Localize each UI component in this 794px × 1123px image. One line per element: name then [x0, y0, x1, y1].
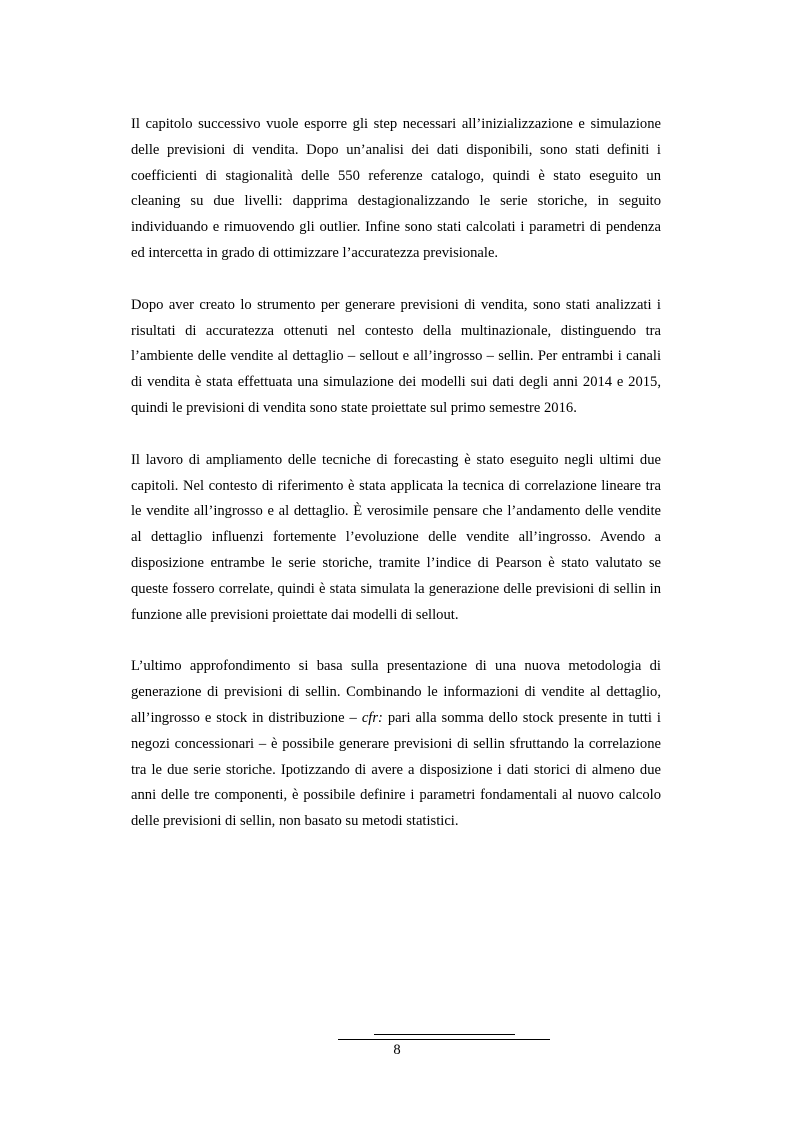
footer-rule-short — [374, 1034, 515, 1035]
paragraph-new-methodology — [131, 654, 661, 835]
paragraph-accuracy-results: Dopo aver creato lo strumento per generare previsioni di vendita, sono stati analizzati i risultati di accuratezza ottenuti nel contesto della multinazionale, distinguendo tra l’ambiente delle vendite al dettaglio – sellout e all’ingrosso – sellin. Per entrambi i canali di vendita è stata effettuata una simulazione dei modelli sui dati degli anni 2014 e 2015, quindi le previsioni di vendita sono state proiettate sul primo semestre 2016. — [131, 296, 661, 416]
paragraph-forecasting-extension: Il lavoro di ampliamento delle tecniche di forecasting è stato eseguito negli ultimi due capitoli. Nel contesto di riferimento è stata applicata la tecnica di correlazione lineare tra le vendite all’ingrosso e al dettaglio. È verosimile pensare che l’andamento delle vendite al dettaglio influenzi fortemente l’evoluzione delle vendite all’ingrosso. Avendo a disposizione entrambe le serie storiche, tramite l’indice di Pearson è stato valutato se queste fossero correlate, quindi è stata simulata la generazione delle previsioni di sellin in funzione alle previsioni proiettate dai modelli di sellout. — [131, 451, 661, 623]
paragraph-chapter-overview: Il capitolo successivo vuole esporre gli step necessari all’inizializzazione e simulazione delle previsioni di vendita. Dopo un’analisi dei dati disponibili, sono stati definiti i coefficienti di stagionalità delle 550 referenze catalogo, quindi è stato eseguito un cleaning su due livelli: dapprima destagionalizzando le serie storiche, in seguito individuando e rimuovendo gli outlier. Infine sono stati calcolati i parametri di pendenza ed intercetta in grado di ottimizzare l’accuratezza previsionale. — [131, 116, 661, 261]
paragraph-text-before-emphasis: L’ultimo approfondimento si basa sulla presentazione di una nuova metodologia di generazione di previsioni di sellin. Combinando le informazioni di vendite al dettaglio, all’ingrosso e stock in distribuzione – — [131, 658, 661, 726]
emphasis-text: cfr: — [361, 709, 383, 726]
page-number: 8 — [393, 1042, 401, 1058]
body-text — [131, 112, 661, 835]
paragraph-text-after-emphasis: pari alla somma dello stock presente in tutti i negozi concessionari – è possibile generare previsioni di sellin sfruttando la correlazione tra le due serie storiche. Ipotizzando di avere a disposizione i dati storici di almeno due anni delle tre componenti, è possibile definire i parametri fondamentali al nuovo calcolo delle previsioni di sellin, non basato su metodi statistici. — [131, 709, 661, 830]
